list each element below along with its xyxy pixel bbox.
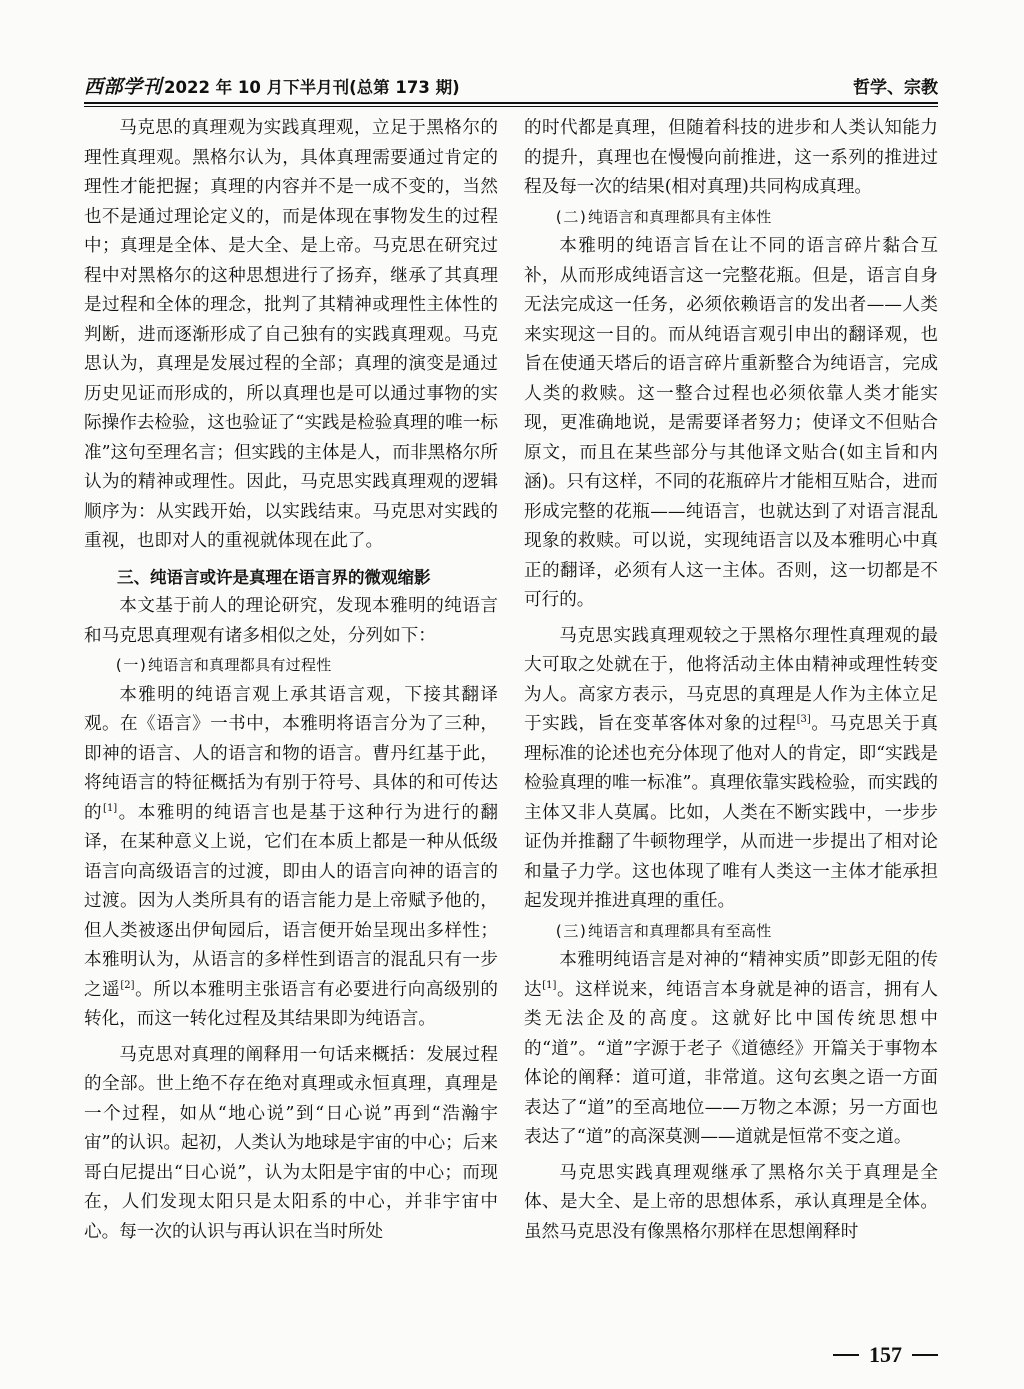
paragraph-text: 三、纯语言或许是真理在语言界的微观缩影 [117,567,431,587]
journal-logo: 西部学刊 [84,75,163,98]
header-rule-thin [84,106,938,107]
header-rule [84,102,938,104]
section-label: 哲学、宗教 [853,77,938,98]
paragraph [84,592,498,651]
paragraph-text: 。这样说来，纯语言本身就是神的语言，拥有人类无法企及的高度。这就好比中国传统思想中的“道”。“道”字源于老子《道德经》开篇关于事物本体论的阐释：道可道，非常道。这句玄奥之语一方面表达了“道”的至高地位——万物之本源；另一方面也表达了“道”的高深莫测——道就是恒常不变之道。 [524,979,938,1147]
paragraph [84,114,498,557]
paragraph-text: 马克思实践真理观较之于黑格尔理性真理观的最大可取之处就在于，他将活动主体由精神或理性转变为人。高家方表示，马克思的真理是人作为主体立足于实践，旨在变革客体对象的过程 [524,625,938,734]
paragraph [84,681,498,1035]
page-number [833,1342,938,1368]
citation-ref: [3] [796,714,811,726]
running-header [84,68,938,102]
paragraph-text: (二)纯语言和真理都具有主体性 [554,207,772,226]
page-number-dash-left [833,1354,859,1356]
citation-ref: [2] [120,979,135,991]
subsection-heading [524,917,938,947]
section-heading [84,563,498,593]
citation-ref: [1] [542,979,557,991]
journal-info [84,72,460,99]
paragraph [524,622,938,917]
right-column [524,114,938,1247]
paragraph-text: 本雅明的纯语言旨在让不同的语言碎片黏合互补，从而形成纯语言这一完整花瓶。但是，语言自身无法完成这一任务，必须依赖语言的发出者——人类来实现这一目的。而从纯语言观引申出的翻译观，也旨在使通天塔后的语言碎片重新整合为纯语言，完成人类的救赎。这一整合过程也必须依靠人类才能实现，更准确地说，是需要译者努力；使译文不但贴合原文，而且在某些部分与其他译文贴合(如主旨和内涵)。只有这样，不同的花瓶碎片才能相互贴合，进而形成完整的花瓶——纯语言，也就达到了对语言混乱现象的救赎。可以说，实现纯语言以及本雅明心中真正的翻译，必须有人这一主体。否则，这一切都是不可行的。 [524,236,938,610]
paragraph-text: 马克思的真理观为实践真理观，立足于黑格尔的理性真理观。黑格尔认为，具体真理需要通过肯定的理性才能把握；真理的内容并不是一成不变的，当然也不是通过理论定义的，而是体现在事物发生的过程中；真理是全体、是大全、是上帝。马克思在研究过程中对黑格尔的这种思想进行了扬弃，继承了其真理是过程和全体的理念，批判了其精神或理性主体性的判断，进而逐渐形成了自己独有的实践真理观。马克思认为，真理是发展过程的全部；真理的演变是通过历史见证而形成的，所以真理也是可以通过事物的实际操作去检验，这也验证了“实践是检验真理的唯一标准”这句至理名言；但实践的主体是人，而非黑格尔所认为的精神或理性。因此，马克思实践真理观的逻辑顺序为：从实践开始，以实践结束。马克思对实践的重视，也即对人的重视就体现在此了。 [84,118,498,551]
paragraph-text: (三)纯语言和真理都具有至高性 [554,921,772,940]
paragraph-text: 本雅明的纯语言观上承其语言观，下接其翻译观。在《语言》一书中，本雅明将语言分为了三种，即神的语言、人的语言和物的语言。曹丹红基于此，将纯语言的特征概括为有别于符号、具体的和可传达的 [84,684,498,823]
paragraph-text: 本雅明纯语言是对神的“精神实质”即彭无阻的传达 [524,950,938,1000]
page-number-value: 157 [869,1342,902,1367]
citation-ref: [1] [103,802,118,814]
paragraph [524,114,938,203]
subsection-heading [524,203,938,233]
page-number-dash-right [912,1354,938,1356]
paragraph-text: 。本雅明的纯语言也是基于这种行为进行的翻译，在某种意义上说，它们在本质上都是一种从低级语言向高级语言的过渡，即由人的语言向神的语言的过渡。因为人类所具有的语言能力是上帝赋予他的，但人类被逐出伊甸园后，语言便开始呈现出多样性；本雅明认为，从语言的多样性到语言的混乱只有一步之遥 [84,802,498,1000]
paragraph-text: 。马克思关于真理标准的论述也充分体现了他对人的肯定，即“实践是检验真理的唯一标准”。真理依靠实践检验，而实践的主体又非人莫属。比如，人类在不断实践中，一步步证伪并推翻了牛顿物理学，从而进一步提出了相对论和量子力学。这也体现了唯有人类这一主体才能承担起发现并推进真理的重任。 [524,714,938,911]
paragraph [524,946,938,1153]
paragraph-text: (一)纯语言和真理都具有过程性 [114,656,332,674]
issue-line: 2022 年 10 月下半月刊(总第 173 期) [164,77,460,97]
paragraph-text: 本文基于前人的理论研究，发现本雅明的纯语言和马克思真理观有诸多相似之处，分列如下： [84,596,498,646]
subsection-heading [84,651,498,681]
left-column [84,114,498,1247]
paragraph [84,1041,498,1248]
paragraph-text: 。所以本雅明主张语言有必要进行向高级别的转化，而这一转化过程及其结果即为纯语言。 [84,979,498,1029]
paragraph-text: 马克思对真理的阐释用一句话来概括：发展过程的全部。世上绝不存在绝对真理或永恒真理，真理是一个过程，如从“地心说”到“日心说”再到“浩瀚宇宙”的认识。起初，人类认为地球是宇宙的中心；后来哥白尼提出“日心说”，认为太阳是宇宙的中心；而现在，人们发现太阳只是太阳系的中心，并非宇宙中心。每一次的认识与再认识在当时所处 [84,1044,498,1242]
paragraph [524,232,938,616]
paragraph [524,1159,938,1248]
paragraph-text: 马克思实践真理观继承了黑格尔关于真理是全体、是大全、是上帝的思想体系，承认真理是全体。虽然马克思没有像黑格尔那样在思想阐释时 [524,1162,938,1242]
paragraph-text: 的时代都是真理，但随着科技的进步和人类认知能力的提升，真理也在慢慢向前推进，这一系列的推进过程及每一次的结果(相对真理)共同构成真理。 [524,118,938,197]
